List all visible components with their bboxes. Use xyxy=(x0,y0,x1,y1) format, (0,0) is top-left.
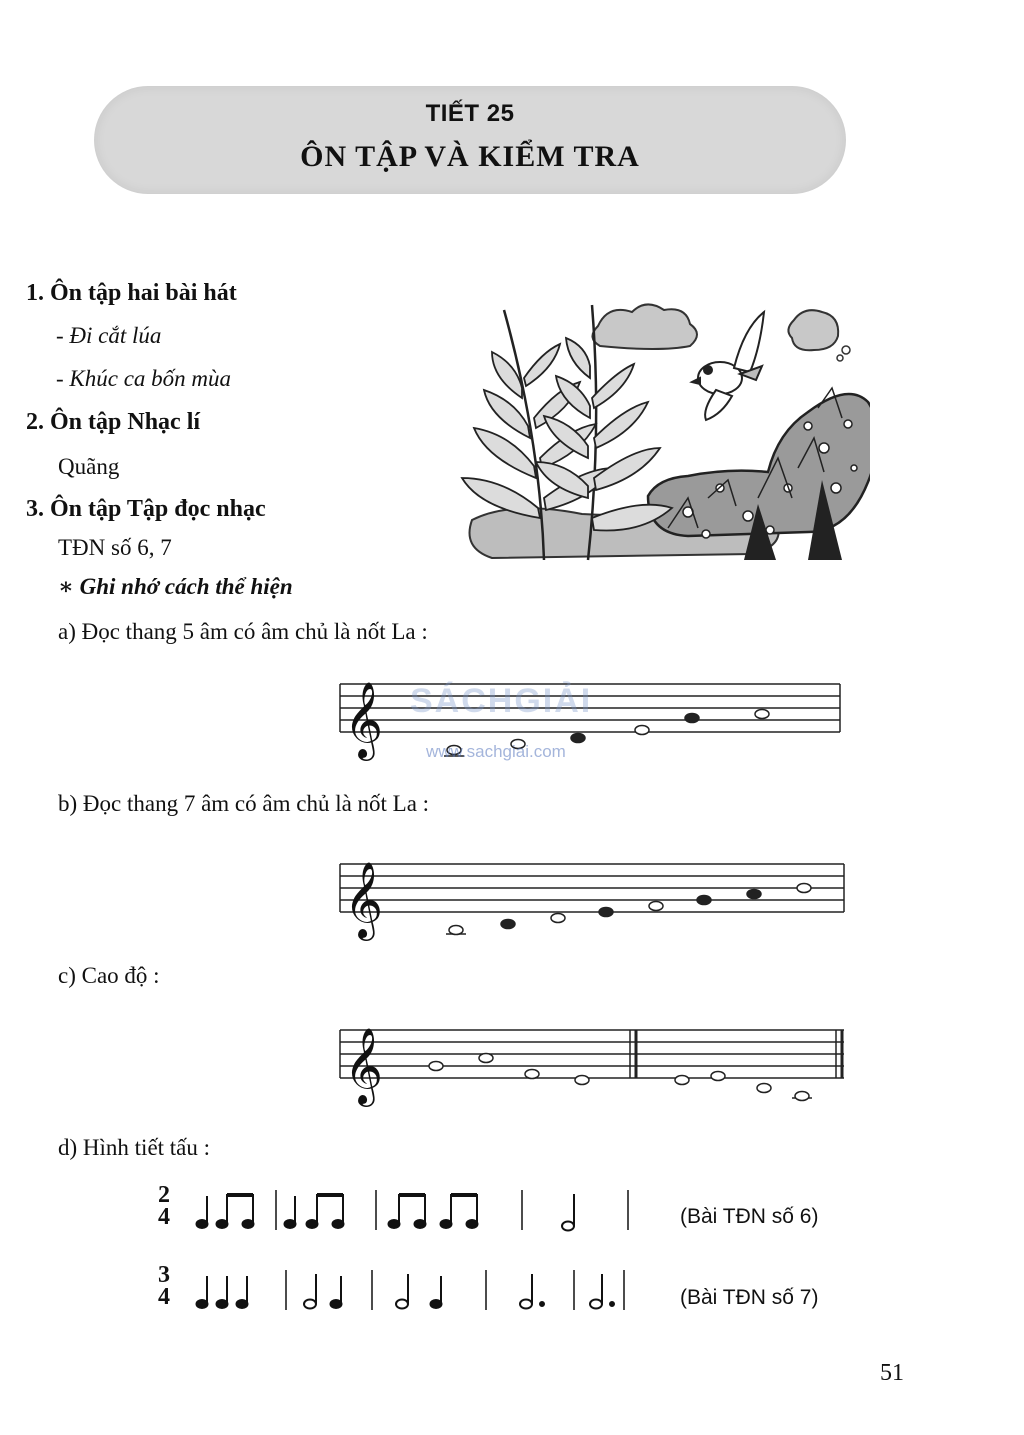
time-signature-3-4: 3 4 xyxy=(158,1262,170,1310)
section-2-heading: 2. Ôn tập Nhạc lí xyxy=(26,409,201,435)
rhythm-caption-2: (Bài TĐN số 7) xyxy=(680,1286,819,1309)
nature-illustration xyxy=(458,298,870,568)
treble-clef-icon: 𝄞 xyxy=(344,861,384,938)
treble-clef-icon: 𝄞 xyxy=(344,681,384,758)
exercise-b-label: b) Đọc thang 7 âm có âm chủ là nốt La : xyxy=(58,791,430,816)
title-banner xyxy=(94,86,846,194)
sight-reading-item: TĐN số 6, 7 xyxy=(58,535,172,560)
lesson-number: TIẾT 25 xyxy=(425,100,515,127)
lesson-title: ÔN TẬP VÀ KIỂM TRA xyxy=(300,140,640,173)
time-signature-2-4: 2 4 xyxy=(158,1182,170,1230)
exercise-a-label: a) Đọc thang 5 âm có âm chủ là nốt La : xyxy=(58,619,428,644)
staff-a xyxy=(336,660,848,766)
song-item-1: - Đi cắt lúa xyxy=(56,323,162,348)
staff-b xyxy=(336,836,848,944)
rhythm-caption-1: (Bài TĐN số 6) xyxy=(680,1205,819,1228)
song-item-2: - Khúc ca bốn mùa xyxy=(56,366,232,391)
exercise-c-label: c) Cao độ : xyxy=(58,963,160,988)
page-number: 51 xyxy=(880,1360,904,1386)
exercise-d-label: d) Hình tiết tấu : xyxy=(58,1135,211,1160)
section-3-heading: 3. Ôn tập Tập đọc nhạc xyxy=(26,496,266,522)
theory-item: Quãng xyxy=(58,454,120,479)
section-1-heading: 1. Ôn tập hai bài hát xyxy=(26,280,237,306)
rhythm-row-3-4 xyxy=(190,1266,640,1316)
remember-note: ∗ Ghi nhớ cách thể hiện xyxy=(58,574,293,599)
watermark-url: www.sachgiai.com xyxy=(426,742,566,761)
rhythm-row-2-4 xyxy=(190,1186,640,1236)
staff-c xyxy=(336,1006,848,1116)
treble-clef-icon: 𝄞 xyxy=(344,1027,384,1104)
watermark-brand: SÁCHGIẢI xyxy=(410,682,593,720)
